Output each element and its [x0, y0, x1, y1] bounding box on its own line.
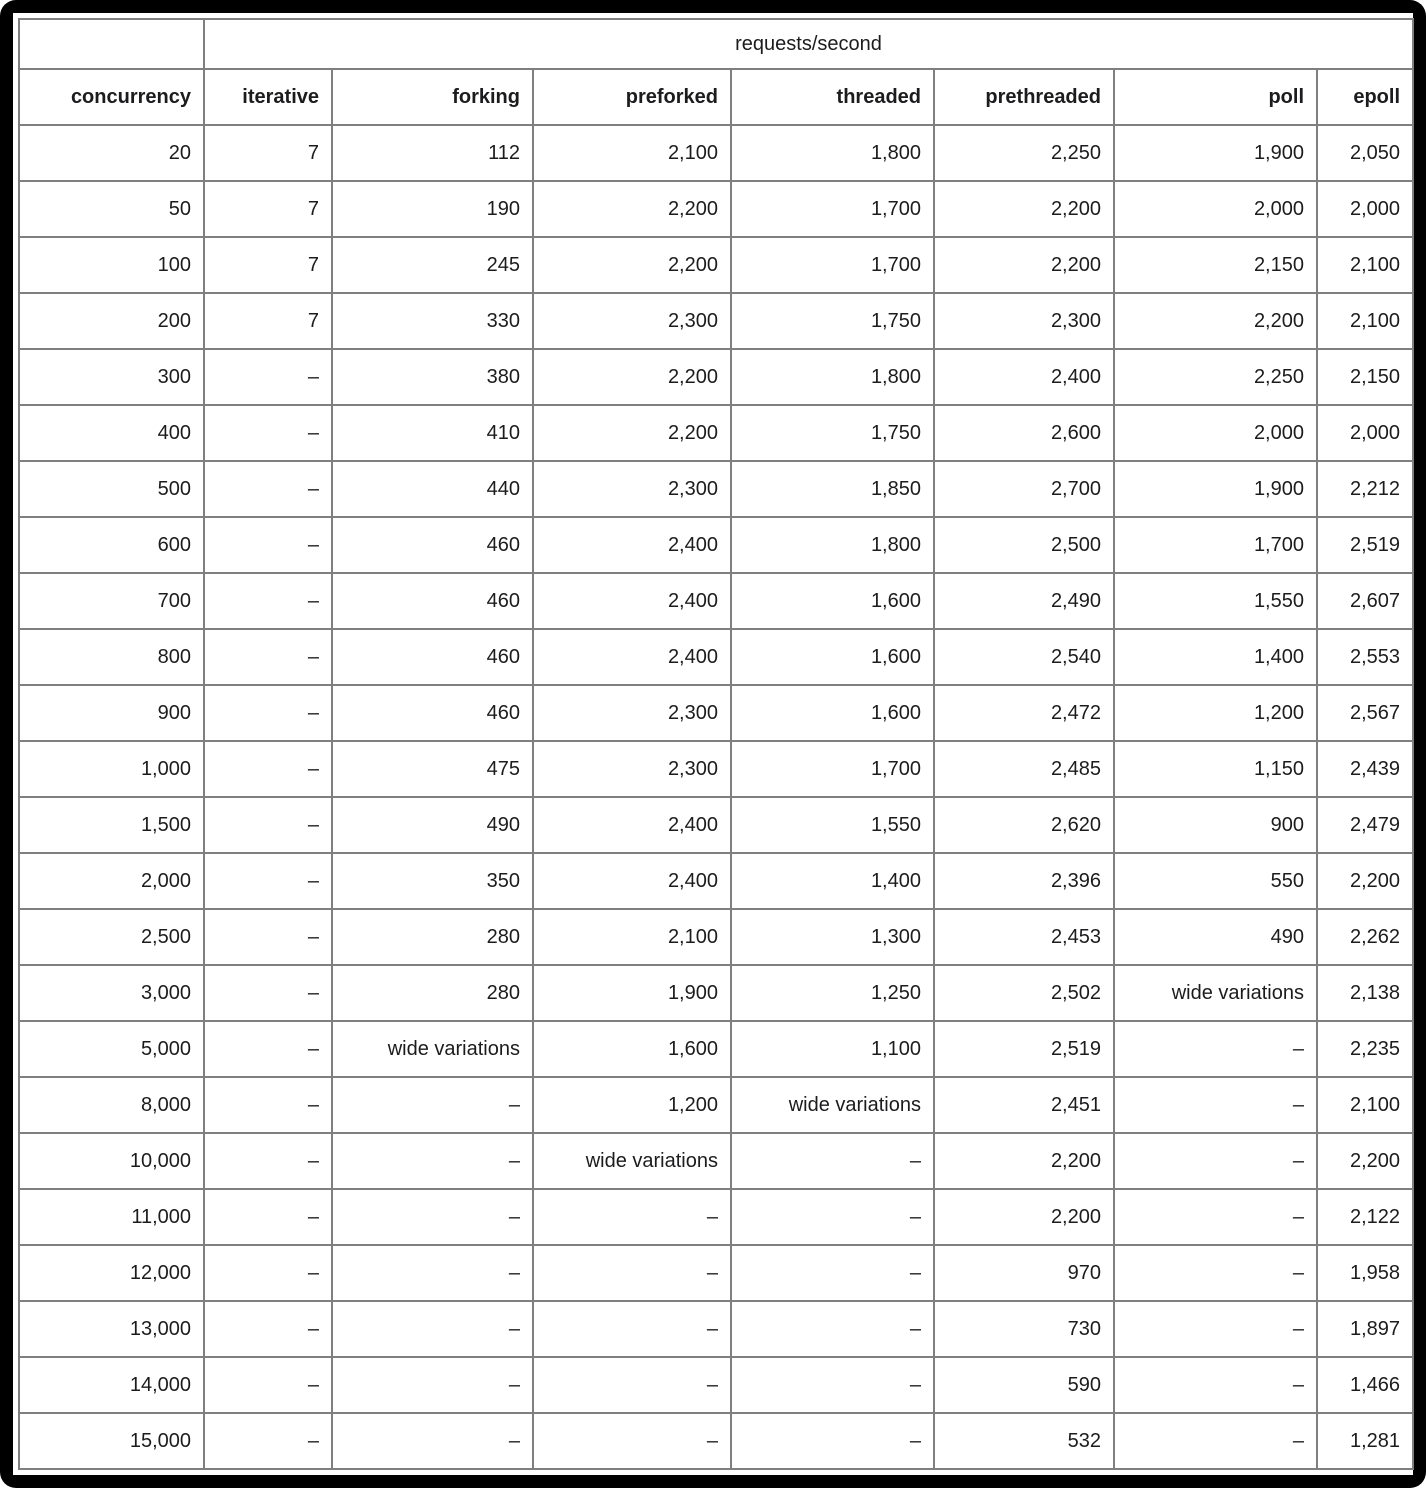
value-cell-threaded: 1,400: [731, 853, 934, 909]
value-cell-poll: 1,550: [1114, 573, 1317, 629]
value-cell-epoll: 2,138: [1317, 965, 1413, 1021]
value-cell-poll: 1,700: [1114, 517, 1317, 573]
value-cell-poll: 2,150: [1114, 237, 1317, 293]
value-cell-prethreaded: 2,700: [934, 461, 1114, 517]
value-cell-iterative: 7: [204, 237, 332, 293]
value-cell-forking: 440: [332, 461, 533, 517]
value-cell-preforked: 1,600: [533, 1021, 731, 1077]
value-cell-poll: 900: [1114, 797, 1317, 853]
value-cell-epoll: 2,150: [1317, 349, 1413, 405]
value-cell-prethreaded: 2,400: [934, 349, 1114, 405]
value-cell-forking: 190: [332, 181, 533, 237]
value-cell-forking: 350: [332, 853, 533, 909]
value-cell-epoll: 2,567: [1317, 685, 1413, 741]
value-cell-prethreaded: 2,200: [934, 1133, 1114, 1189]
value-cell-preforked: 2,200: [533, 237, 731, 293]
value-cell-prethreaded: 2,600: [934, 405, 1114, 461]
value-cell-forking: 330: [332, 293, 533, 349]
value-cell-poll: wide variations: [1114, 965, 1317, 1021]
table-row: [19, 293, 1413, 349]
table-row: [19, 797, 1413, 853]
value-cell-forking: 460: [332, 573, 533, 629]
value-cell-epoll: 2,553: [1317, 629, 1413, 685]
concurrency-cell: 2,000: [19, 853, 204, 909]
column-header-prethreaded: prethreaded: [934, 69, 1114, 125]
value-cell-iterative: –: [204, 685, 332, 741]
value-cell-prethreaded: 730: [934, 1301, 1114, 1357]
value-cell-threaded: 1,550: [731, 797, 934, 853]
value-cell-poll: 1,400: [1114, 629, 1317, 685]
column-header-poll: poll: [1114, 69, 1317, 125]
table-row: [19, 1245, 1413, 1301]
value-cell-poll: 1,900: [1114, 461, 1317, 517]
value-cell-iterative: –: [204, 1413, 332, 1469]
value-cell-preforked: –: [533, 1189, 731, 1245]
value-cell-threaded: 1,300: [731, 909, 934, 965]
value-cell-prethreaded: 2,472: [934, 685, 1114, 741]
value-cell-forking: 460: [332, 629, 533, 685]
value-cell-threaded: 1,700: [731, 237, 934, 293]
value-cell-preforked: wide variations: [533, 1133, 731, 1189]
value-cell-preforked: 2,300: [533, 461, 731, 517]
value-cell-forking: 245: [332, 237, 533, 293]
column-header-row: [19, 69, 1413, 125]
table-row: [19, 741, 1413, 797]
value-cell-epoll: 2,235: [1317, 1021, 1413, 1077]
value-cell-iterative: –: [204, 853, 332, 909]
value-cell-preforked: –: [533, 1413, 731, 1469]
concurrency-cell: 500: [19, 461, 204, 517]
table-row: [19, 1357, 1413, 1413]
value-cell-preforked: 2,100: [533, 125, 731, 181]
value-cell-prethreaded: 970: [934, 1245, 1114, 1301]
value-cell-threaded: –: [731, 1245, 934, 1301]
value-cell-epoll: 2,607: [1317, 573, 1413, 629]
table-row: [19, 237, 1413, 293]
value-cell-iterative: –: [204, 965, 332, 1021]
value-cell-epoll: 1,281: [1317, 1413, 1413, 1469]
value-cell-iterative: 7: [204, 181, 332, 237]
value-cell-iterative: –: [204, 909, 332, 965]
value-cell-forking: 460: [332, 517, 533, 573]
value-cell-prethreaded: 2,540: [934, 629, 1114, 685]
value-cell-poll: 2,200: [1114, 293, 1317, 349]
value-cell-preforked: 2,100: [533, 909, 731, 965]
value-cell-forking: 112: [332, 125, 533, 181]
table-row: [19, 629, 1413, 685]
value-cell-preforked: 1,900: [533, 965, 731, 1021]
table-row: [19, 1021, 1413, 1077]
concurrency-cell: 1,000: [19, 741, 204, 797]
column-header-threaded: threaded: [731, 69, 934, 125]
concurrency-cell: 3,000: [19, 965, 204, 1021]
value-cell-poll: 2,000: [1114, 181, 1317, 237]
value-cell-forking: wide variations: [332, 1021, 533, 1077]
value-cell-poll: 1,200: [1114, 685, 1317, 741]
table-row: [19, 461, 1413, 517]
concurrency-cell: 400: [19, 405, 204, 461]
value-cell-preforked: 2,400: [533, 629, 731, 685]
value-cell-iterative: –: [204, 573, 332, 629]
value-cell-epoll: 2,100: [1317, 293, 1413, 349]
value-cell-iterative: –: [204, 797, 332, 853]
value-cell-prethreaded: 2,453: [934, 909, 1114, 965]
value-cell-iterative: –: [204, 1133, 332, 1189]
value-cell-preforked: 2,300: [533, 293, 731, 349]
concurrency-cell: 20: [19, 125, 204, 181]
table-row: [19, 517, 1413, 573]
value-cell-forking: –: [332, 1301, 533, 1357]
value-cell-poll: –: [1114, 1021, 1317, 1077]
concurrency-cell: 300: [19, 349, 204, 405]
value-cell-prethreaded: 2,300: [934, 293, 1114, 349]
value-cell-preforked: 2,200: [533, 181, 731, 237]
benchmark-table: [18, 18, 1414, 1470]
column-header-concurrency: concurrency: [19, 69, 204, 125]
value-cell-prethreaded: 2,200: [934, 181, 1114, 237]
value-cell-epoll: 1,466: [1317, 1357, 1413, 1413]
value-cell-poll: –: [1114, 1245, 1317, 1301]
table-row: [19, 1413, 1413, 1469]
value-cell-forking: 475: [332, 741, 533, 797]
concurrency-cell: 800: [19, 629, 204, 685]
table-row: [19, 1133, 1413, 1189]
column-header-preforked: preforked: [533, 69, 731, 125]
value-cell-epoll: 2,200: [1317, 1133, 1413, 1189]
value-cell-iterative: –: [204, 461, 332, 517]
concurrency-cell: 50: [19, 181, 204, 237]
concurrency-cell: 2,500: [19, 909, 204, 965]
value-cell-poll: –: [1114, 1133, 1317, 1189]
value-cell-threaded: 1,800: [731, 125, 934, 181]
value-cell-forking: –: [332, 1077, 533, 1133]
value-cell-epoll: 2,050: [1317, 125, 1413, 181]
value-cell-threaded: –: [731, 1301, 934, 1357]
value-cell-threaded: 1,800: [731, 517, 934, 573]
value-cell-threaded: 1,750: [731, 293, 934, 349]
value-cell-iterative: –: [204, 1189, 332, 1245]
value-cell-forking: 410: [332, 405, 533, 461]
value-cell-iterative: –: [204, 1301, 332, 1357]
concurrency-cell: 200: [19, 293, 204, 349]
value-cell-preforked: 1,200: [533, 1077, 731, 1133]
table-row: [19, 965, 1413, 1021]
value-cell-epoll: 2,262: [1317, 909, 1413, 965]
value-cell-forking: 380: [332, 349, 533, 405]
value-cell-iterative: –: [204, 1245, 332, 1301]
value-cell-preforked: 2,400: [533, 517, 731, 573]
column-header-iterative: iterative: [204, 69, 332, 125]
value-cell-prethreaded: 590: [934, 1357, 1114, 1413]
value-cell-iterative: 7: [204, 293, 332, 349]
value-cell-preforked: 2,200: [533, 405, 731, 461]
value-cell-threaded: 1,700: [731, 181, 934, 237]
value-cell-prethreaded: 2,519: [934, 1021, 1114, 1077]
value-cell-forking: 280: [332, 965, 533, 1021]
concurrency-cell: 8,000: [19, 1077, 204, 1133]
value-cell-threaded: 1,600: [731, 629, 934, 685]
concurrency-cell: 700: [19, 573, 204, 629]
value-cell-prethreaded: 2,485: [934, 741, 1114, 797]
value-cell-prethreaded: 2,500: [934, 517, 1114, 573]
value-cell-iterative: –: [204, 349, 332, 405]
concurrency-cell: 15,000: [19, 1413, 204, 1469]
table-row: [19, 685, 1413, 741]
value-cell-threaded: 1,750: [731, 405, 934, 461]
value-cell-epoll: 2,212: [1317, 461, 1413, 517]
value-cell-prethreaded: 2,502: [934, 965, 1114, 1021]
value-cell-epoll: 2,100: [1317, 237, 1413, 293]
table-row: [19, 1077, 1413, 1133]
value-cell-threaded: 1,600: [731, 573, 934, 629]
value-cell-iterative: –: [204, 629, 332, 685]
value-cell-epoll: 2,100: [1317, 1077, 1413, 1133]
concurrency-cell: 12,000: [19, 1245, 204, 1301]
value-cell-preforked: 2,400: [533, 797, 731, 853]
concurrency-cell: 100: [19, 237, 204, 293]
value-cell-epoll: 2,200: [1317, 853, 1413, 909]
concurrency-cell: 10,000: [19, 1133, 204, 1189]
value-cell-prethreaded: 2,200: [934, 237, 1114, 293]
value-cell-threaded: –: [731, 1189, 934, 1245]
value-cell-preforked: –: [533, 1301, 731, 1357]
table-sheet: [13, 13, 1413, 1475]
table-row: [19, 1189, 1413, 1245]
value-cell-threaded: 1,250: [731, 965, 934, 1021]
table-row: [19, 853, 1413, 909]
value-cell-prethreaded: 2,250: [934, 125, 1114, 181]
value-cell-epoll: 2,519: [1317, 517, 1413, 573]
value-cell-iterative: –: [204, 517, 332, 573]
concurrency-cell: 14,000: [19, 1357, 204, 1413]
empty-corner-cell: [19, 19, 204, 69]
column-header-epoll: epoll: [1317, 69, 1413, 125]
concurrency-cell: 5,000: [19, 1021, 204, 1077]
value-cell-epoll: 2,122: [1317, 1189, 1413, 1245]
value-cell-poll: –: [1114, 1301, 1317, 1357]
value-cell-forking: –: [332, 1413, 533, 1469]
table-row: [19, 405, 1413, 461]
value-cell-poll: 550: [1114, 853, 1317, 909]
value-cell-poll: –: [1114, 1077, 1317, 1133]
value-cell-poll: 2,250: [1114, 349, 1317, 405]
value-cell-epoll: 2,439: [1317, 741, 1413, 797]
value-cell-threaded: 1,800: [731, 349, 934, 405]
value-cell-iterative: –: [204, 1357, 332, 1413]
value-cell-prethreaded: 2,620: [934, 797, 1114, 853]
value-cell-forking: –: [332, 1133, 533, 1189]
value-cell-iterative: 7: [204, 125, 332, 181]
concurrency-cell: 900: [19, 685, 204, 741]
value-cell-preforked: –: [533, 1357, 731, 1413]
table-row: [19, 125, 1413, 181]
group-header-row: [19, 19, 1413, 69]
group-header-requests-per-second: requests/second: [204, 19, 1413, 69]
value-cell-poll: –: [1114, 1413, 1317, 1469]
value-cell-poll: –: [1114, 1189, 1317, 1245]
value-cell-iterative: –: [204, 1077, 332, 1133]
value-cell-preforked: –: [533, 1245, 731, 1301]
value-cell-threaded: 1,700: [731, 741, 934, 797]
value-cell-prethreaded: 532: [934, 1413, 1114, 1469]
table-row: [19, 349, 1413, 405]
value-cell-poll: 490: [1114, 909, 1317, 965]
value-cell-preforked: 2,200: [533, 349, 731, 405]
value-cell-prethreaded: 2,490: [934, 573, 1114, 629]
value-cell-threaded: –: [731, 1357, 934, 1413]
value-cell-preforked: 2,300: [533, 741, 731, 797]
value-cell-threaded: 1,100: [731, 1021, 934, 1077]
value-cell-epoll: 1,958: [1317, 1245, 1413, 1301]
value-cell-threaded: –: [731, 1133, 934, 1189]
value-cell-poll: –: [1114, 1357, 1317, 1413]
concurrency-cell: 11,000: [19, 1189, 204, 1245]
value-cell-threaded: wide variations: [731, 1077, 934, 1133]
value-cell-epoll: 1,897: [1317, 1301, 1413, 1357]
value-cell-epoll: 2,000: [1317, 181, 1413, 237]
table-row: [19, 181, 1413, 237]
concurrency-cell: 13,000: [19, 1301, 204, 1357]
concurrency-cell: 600: [19, 517, 204, 573]
table-row: [19, 573, 1413, 629]
value-cell-forking: –: [332, 1357, 533, 1413]
value-cell-iterative: –: [204, 405, 332, 461]
value-cell-poll: 2,000: [1114, 405, 1317, 461]
value-cell-forking: –: [332, 1189, 533, 1245]
value-cell-epoll: 2,000: [1317, 405, 1413, 461]
value-cell-prethreaded: 2,451: [934, 1077, 1114, 1133]
concurrency-cell: 1,500: [19, 797, 204, 853]
value-cell-forking: 460: [332, 685, 533, 741]
value-cell-epoll: 2,479: [1317, 797, 1413, 853]
table-row: [19, 909, 1413, 965]
value-cell-iterative: –: [204, 741, 332, 797]
value-cell-iterative: –: [204, 1021, 332, 1077]
value-cell-preforked: 2,400: [533, 853, 731, 909]
value-cell-prethreaded: 2,396: [934, 853, 1114, 909]
value-cell-threaded: 1,850: [731, 461, 934, 517]
value-cell-threaded: 1,600: [731, 685, 934, 741]
value-cell-threaded: –: [731, 1413, 934, 1469]
column-header-forking: forking: [332, 69, 533, 125]
value-cell-preforked: 2,300: [533, 685, 731, 741]
value-cell-forking: 280: [332, 909, 533, 965]
value-cell-prethreaded: 2,200: [934, 1189, 1114, 1245]
value-cell-poll: 1,900: [1114, 125, 1317, 181]
value-cell-preforked: 2,400: [533, 573, 731, 629]
value-cell-forking: –: [332, 1245, 533, 1301]
value-cell-poll: 1,150: [1114, 741, 1317, 797]
value-cell-forking: 490: [332, 797, 533, 853]
table-row: [19, 1301, 1413, 1357]
